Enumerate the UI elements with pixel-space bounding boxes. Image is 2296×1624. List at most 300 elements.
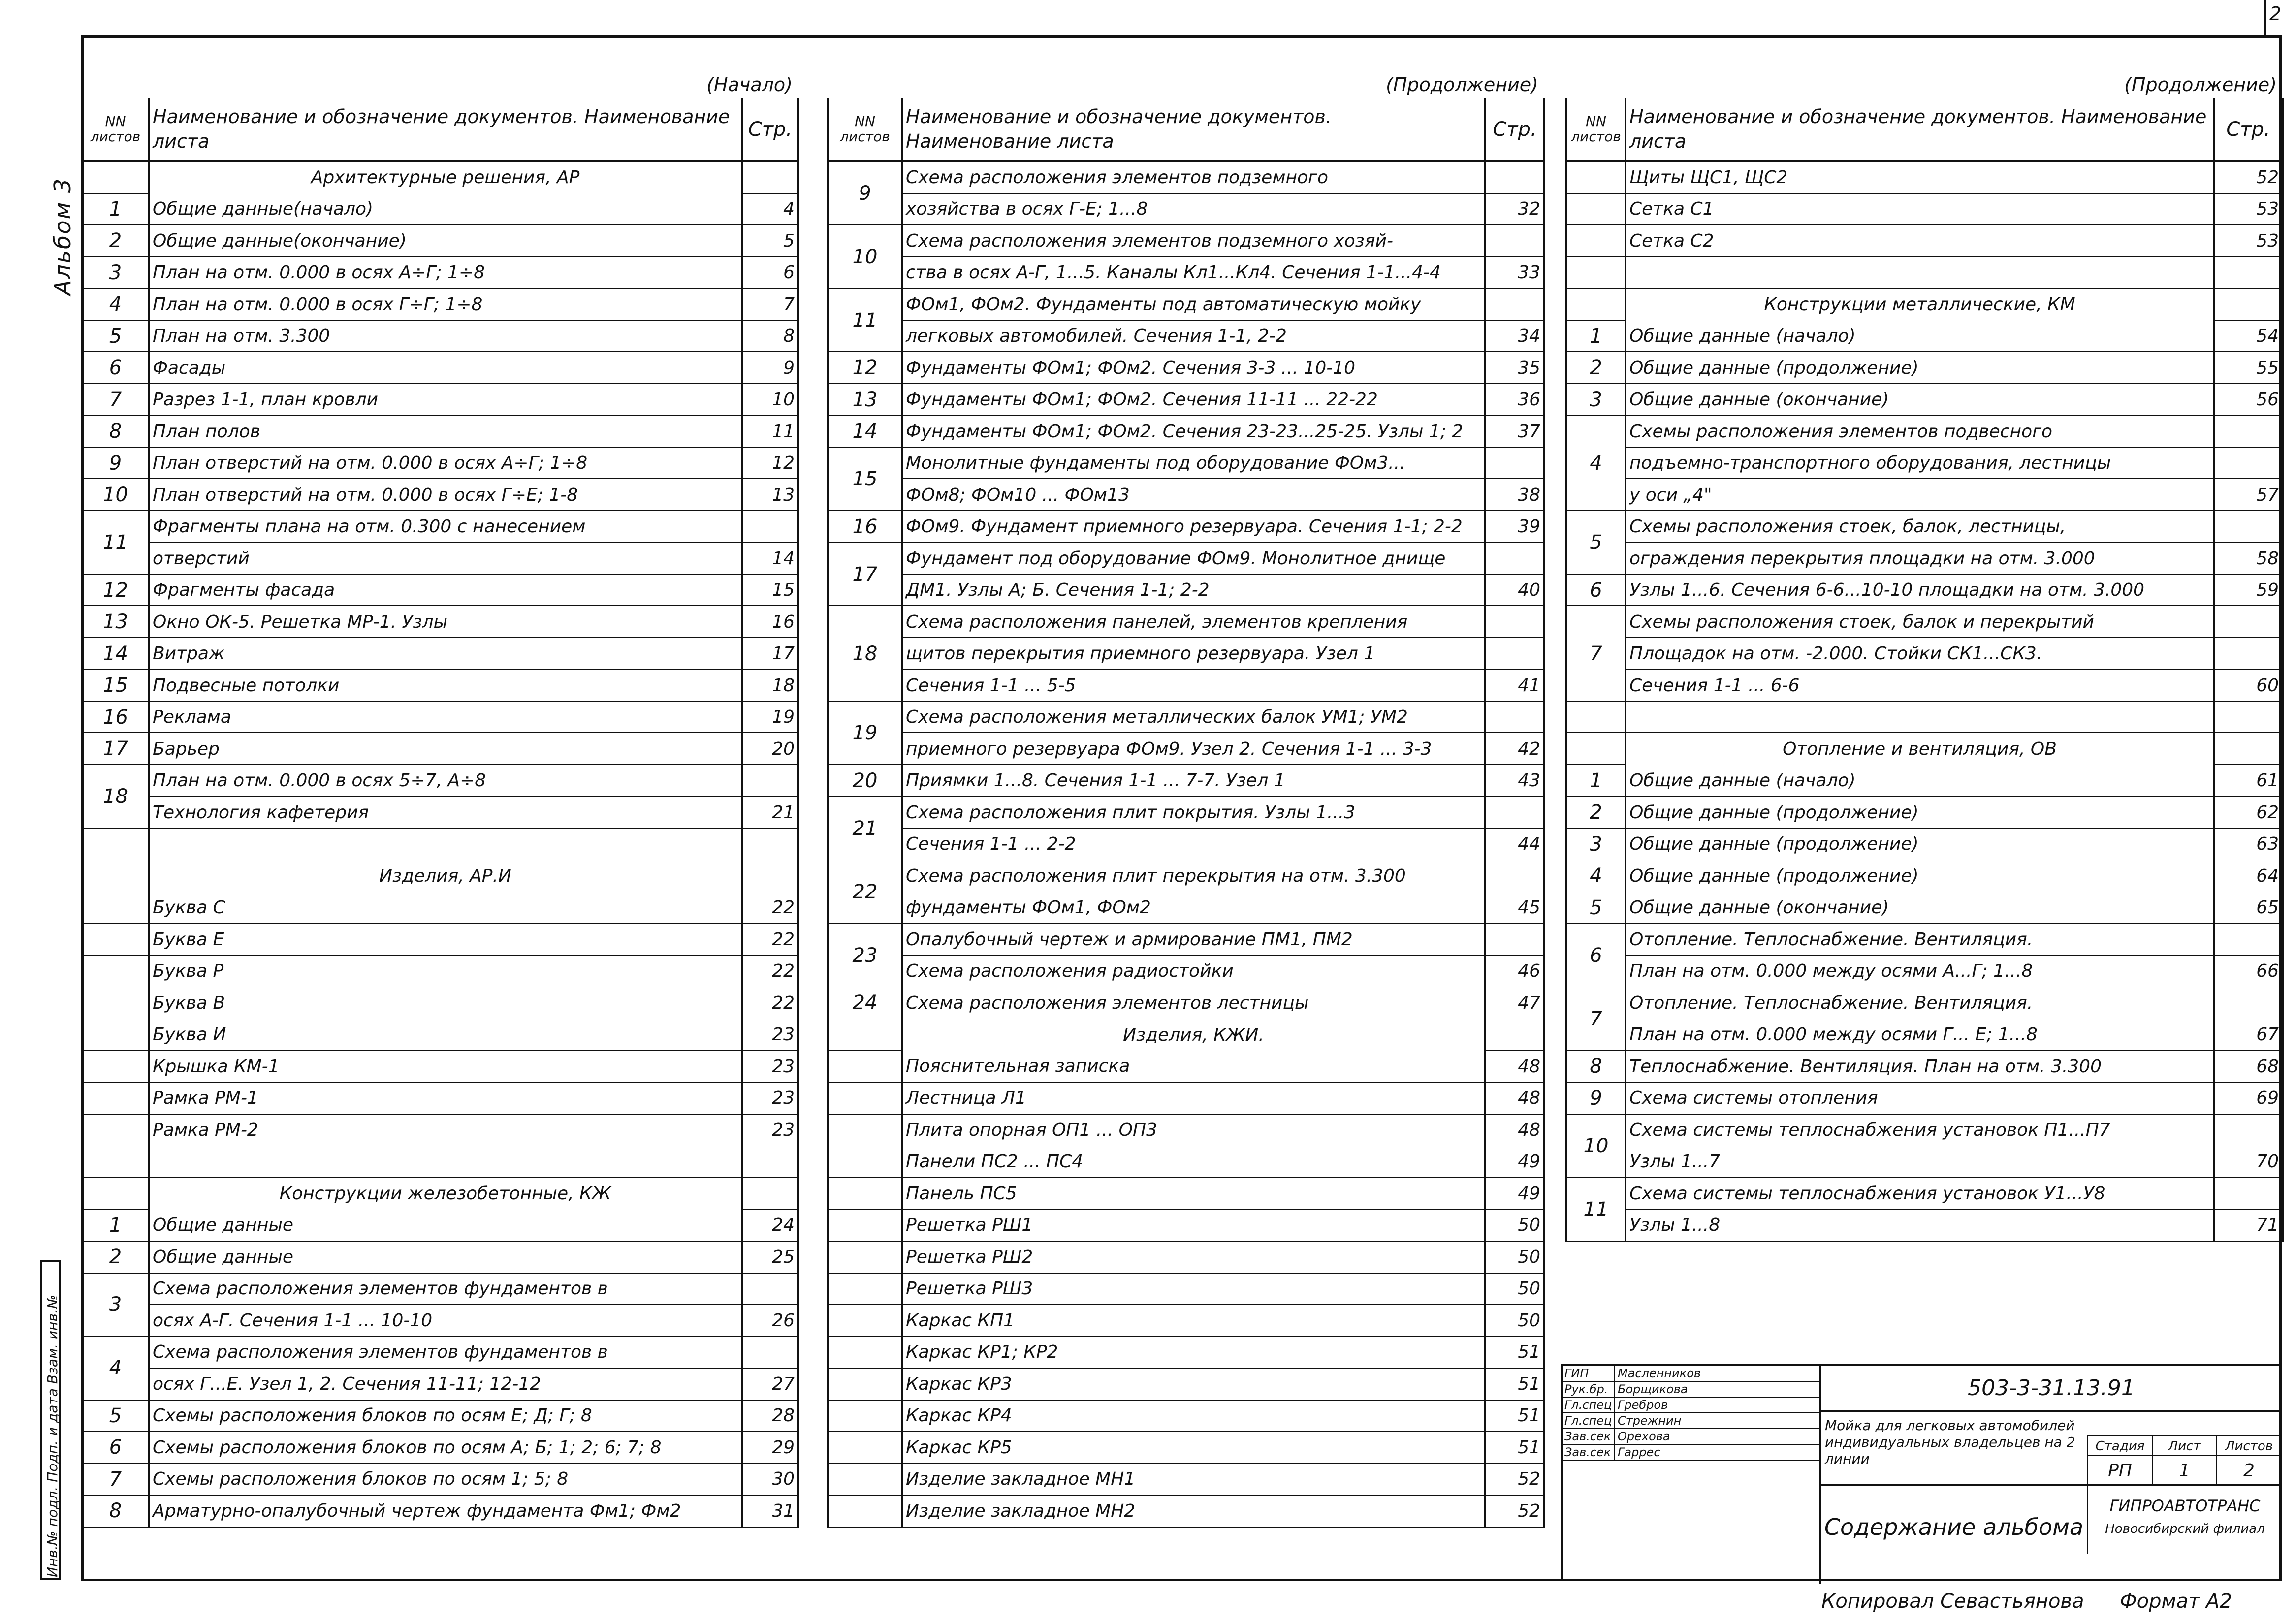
document-name: Фундамент под оборудование ФОм9. Монолитное днище <box>902 542 1485 574</box>
title-block <box>1561 1364 2282 1581</box>
document-name: План на отм. 3.300 <box>149 320 742 352</box>
page-number-cell: 27 <box>742 1368 798 1400</box>
panel-caption: (Продолжение) <box>1386 74 1538 96</box>
table-row <box>82 1083 798 1115</box>
section-row <box>82 1178 798 1210</box>
page-number-cell: 52 <box>1485 1495 1544 1527</box>
document-name: Каркас КР1; КР2 <box>902 1337 1485 1369</box>
table-row <box>82 1241 798 1273</box>
table-row <box>82 892 798 924</box>
sheet-number: 6 <box>1566 923 1626 987</box>
sheet-number <box>828 1273 902 1305</box>
page-number-cell: 6 <box>742 257 798 289</box>
page-number-cell: 65 <box>2214 892 2283 924</box>
page-number-cell <box>2214 987 2283 1019</box>
stage-values <box>2087 1455 2282 1486</box>
page-number-cell: 62 <box>2214 796 2283 828</box>
document-name: Изделие закладное МН2 <box>902 1495 1485 1527</box>
document-name: План на отм. 0.000 между осями Г... Е; 1...8 <box>1626 1019 2214 1051</box>
project-title: Мойка для легковых автомобилей индивидуальных владельцев на 2 линии <box>1825 1417 2075 1467</box>
document-name: Площадок на отм. -2.000. Стойки СК1...СК3. <box>1626 638 2214 670</box>
page-number-cell: 25 <box>742 1241 798 1273</box>
page-number-cell: 16 <box>742 606 798 638</box>
page-number-cell: 59 <box>2214 574 2283 606</box>
document-name: Общие данные (начало) <box>1626 320 2214 352</box>
sheet-number <box>1566 225 1626 257</box>
table-row <box>828 892 1544 924</box>
document-name: Общие данные(окончание) <box>149 225 742 257</box>
organization <box>2087 1486 2282 1554</box>
section-row <box>1566 288 2283 320</box>
sheet-number: 5 <box>1566 892 1626 924</box>
table-row <box>1566 1083 2283 1115</box>
table-row <box>828 1432 1544 1464</box>
page-number-cell: 30 <box>742 1464 798 1496</box>
document-name: Общие данные (продолжение) <box>1626 352 2214 384</box>
document-name: Схема расположения плит покрытия. Узлы 1...3 <box>902 796 1485 828</box>
document-name: Фрагменты плана на отм. 0.300 с нанесением <box>149 511 742 543</box>
sheet-number: 2 <box>82 225 149 257</box>
empty-cell <box>2214 257 2283 289</box>
document-name: План на отм. 0.000 в осях А÷Г; 1÷8 <box>149 257 742 289</box>
table-header <box>82 98 798 161</box>
page-number-cell <box>2214 511 2283 543</box>
section-number-cell <box>82 1178 149 1210</box>
table-row <box>82 1400 798 1432</box>
empty-cell <box>1626 257 2214 289</box>
empty-cell <box>742 828 798 860</box>
document-name: Схемы расположения стоек, балок, лестницы, <box>1626 511 2214 543</box>
document-name: Общие данные (продолжение) <box>1626 796 2214 828</box>
sheet-number: 21 <box>828 796 902 860</box>
page-number-cell <box>1485 796 1544 828</box>
table-row <box>828 1305 1544 1337</box>
table-row <box>82 1305 798 1337</box>
document-name: хозяйства в осях Г-Е; 1...8 <box>902 193 1485 225</box>
page-number-cell: 23 <box>742 1019 798 1051</box>
table-row <box>82 733 798 765</box>
table-row <box>828 701 1544 733</box>
sheet-number: 7 <box>1566 606 1626 701</box>
table-row <box>1566 796 2283 828</box>
document-name: у оси „4" <box>1626 479 2214 511</box>
table-row <box>828 1273 1544 1305</box>
document-name: Схема системы теплоснабжения установок П1...П7 <box>1626 1114 2214 1146</box>
document-name: Буква В <box>149 987 742 1019</box>
sheet-number: 1 <box>1566 320 1626 352</box>
panel-caption: (Продолжение) <box>2124 74 2277 96</box>
signature-name: Стрежнин <box>1618 1414 1682 1428</box>
page-number-cell: 58 <box>2214 542 2283 574</box>
section-title: Отопление и вентиляция, ОВ <box>1626 733 2214 765</box>
section-page-cell <box>2214 733 2283 765</box>
sheet-number: 20 <box>828 765 902 797</box>
page-number-cell: 29 <box>742 1432 798 1464</box>
page-number-cell: 71 <box>2214 1210 2283 1242</box>
header-page: Стр. <box>742 98 798 161</box>
table-row <box>82 574 798 606</box>
table-row <box>82 1210 798 1242</box>
signature-name: Гребров <box>1618 1398 1668 1412</box>
page-number-cell: 64 <box>2214 860 2283 892</box>
page-number-cell: 19 <box>742 701 798 733</box>
document-name: подъемно-транспортного оборудования, лестницы <box>1626 447 2214 479</box>
page-number-cell: 68 <box>2214 1051 2283 1083</box>
page-number-cell: 61 <box>2214 765 2283 797</box>
document-name: Схема расположения элементов подземного <box>902 161 1485 193</box>
sheet-number: 14 <box>828 415 902 447</box>
table-header <box>1566 98 2283 161</box>
header-page: Стр. <box>2214 98 2283 161</box>
sheet-number <box>828 1210 902 1242</box>
page-number-cell: 49 <box>1485 1146 1544 1178</box>
contents-table <box>81 98 799 1528</box>
table-row <box>828 1146 1544 1178</box>
document-name: Щиты ЩС1, ЩС2 <box>1626 161 2214 193</box>
table-row <box>828 574 1544 606</box>
table-row <box>828 606 1544 638</box>
sheet-number: 3 <box>82 1273 149 1337</box>
page-number-cell: 39 <box>1485 511 1544 543</box>
sheet-number: 4 <box>82 1337 149 1400</box>
sheets-label: Листов <box>2217 1436 2282 1456</box>
page-number-cell: 69 <box>2214 1083 2283 1115</box>
table-row <box>828 860 1544 892</box>
table-row <box>828 1400 1544 1432</box>
table-row <box>82 511 798 543</box>
sheet-number: 17 <box>828 542 902 606</box>
page-number-cell: 22 <box>742 987 798 1019</box>
page-number-cell <box>2214 447 2283 479</box>
document-name: Фрагменты фасада <box>149 574 742 606</box>
page-number-cell: 63 <box>2214 828 2283 860</box>
sheets-value: 2 <box>2217 1456 2282 1486</box>
table-row <box>828 1210 1544 1242</box>
document-name: Схема системы отопления <box>1626 1083 2214 1115</box>
section-title: Изделия, АР.И <box>149 860 742 892</box>
document-name: Фундаменты ФОм1; ФОм2. Сечения 23-23...25-25. Узлы 1; 2 <box>902 415 1485 447</box>
page-number-cell <box>742 1337 798 1369</box>
section-title: Архитектурные решения, АР <box>149 161 742 193</box>
document-name: Пояснительная записка <box>902 1051 1485 1083</box>
document-name: Подвесные потолки <box>149 669 742 701</box>
album-label: Альбом 3 <box>49 177 76 295</box>
page-number-cell: 45 <box>1485 892 1544 924</box>
table-row <box>1566 638 2283 670</box>
sheet-number: 1 <box>1566 765 1626 797</box>
document-name: ФОм9. Фундамент приемного резервуара. Сечения 1-1; 2-2 <box>902 511 1485 543</box>
empty-cell <box>742 1146 798 1178</box>
table-row <box>828 1464 1544 1496</box>
section-number-cell <box>828 1019 902 1051</box>
section-title: Конструкции металлические, КМ <box>1626 288 2214 320</box>
table-row <box>828 1083 1544 1115</box>
sheet-number: 1 <box>82 1210 149 1242</box>
section-number-cell <box>1566 733 1626 765</box>
sheet-number <box>828 1464 902 1496</box>
document-name: отверстий <box>149 542 742 574</box>
page-number-cell: 9 <box>742 352 798 384</box>
sheet-number: 10 <box>828 225 902 288</box>
signature-name: Орехова <box>1618 1430 1670 1443</box>
sheet-number <box>828 1114 902 1146</box>
table-row <box>1566 860 2283 892</box>
section-title: Изделия, КЖИ. <box>902 1019 1485 1051</box>
page-number-cell: 67 <box>2214 1019 2283 1051</box>
sheet-number: 23 <box>828 923 902 987</box>
document-name: Сетка С2 <box>1626 225 2214 257</box>
signature-role: ГИП <box>1563 1366 1615 1381</box>
page-number-cell: 21 <box>742 796 798 828</box>
table-row <box>828 796 1544 828</box>
document-name: Лестница Л1 <box>902 1083 1485 1115</box>
table-row <box>82 955 798 987</box>
table-row <box>828 955 1544 987</box>
sheet-number: 13 <box>82 606 149 638</box>
panel-caption: (Начало) <box>706 74 793 96</box>
table-row <box>828 765 1544 797</box>
document-name: Решетка РШ1 <box>902 1210 1485 1242</box>
contents-table <box>1565 98 2284 1242</box>
sheet-number: 18 <box>828 606 902 701</box>
page-number-cell: 43 <box>1485 765 1544 797</box>
table-row <box>1566 1114 2283 1146</box>
header-sheet-number: NN листов <box>828 98 902 161</box>
page-number-cell <box>1485 701 1544 733</box>
sheet-number <box>82 955 149 987</box>
table-header <box>828 98 1544 161</box>
table-row <box>1566 955 2283 987</box>
sheet-number: 19 <box>828 701 902 765</box>
document-name: Каркас КР3 <box>902 1368 1485 1400</box>
signature-name: Гаррес <box>1618 1445 1660 1459</box>
document-name: Фасады <box>149 352 742 384</box>
empty-cell <box>1626 701 2214 733</box>
section-row <box>828 1019 1544 1051</box>
page-number-cell: 28 <box>742 1400 798 1432</box>
table-row <box>1566 1019 2283 1051</box>
table-row <box>828 1241 1544 1273</box>
section-page-cell <box>742 860 798 892</box>
page-number-cell: 8 <box>742 320 798 352</box>
signature-role: Гл.спец <box>1563 1398 1615 1412</box>
document-name: Схемы расположения блоков по осям А; Б; 1; 2; 6; 7; 8 <box>149 1432 742 1464</box>
document-name: Узлы 1...7 <box>1626 1146 2214 1178</box>
table-row <box>828 638 1544 670</box>
document-name: Сечения 1-1 ... 2-2 <box>902 828 1485 860</box>
document-name: Технология кафетерия <box>149 796 742 828</box>
page-number-cell: 51 <box>1485 1337 1544 1369</box>
sheet-number: 10 <box>1566 1114 1626 1178</box>
document-name: Схема расположения плит перекрытия на отм. 3.300 <box>902 860 1485 892</box>
page-number-cell: 47 <box>1485 987 1544 1019</box>
table-row <box>1566 1146 2283 1178</box>
page-number-cell: 22 <box>742 955 798 987</box>
page-number-cell: 48 <box>1485 1051 1544 1083</box>
document-name: Сетка С1 <box>1626 193 2214 225</box>
document-name: Буква С <box>149 892 742 924</box>
document-name: Узлы 1...8 <box>1626 1210 2214 1242</box>
page-number-cell: 23 <box>742 1083 798 1115</box>
section-row <box>82 860 798 892</box>
page-number-cell <box>2214 1114 2283 1146</box>
document-name: Общие данные (окончание) <box>1626 892 2214 924</box>
sheet-number: 3 <box>1566 384 1626 416</box>
section-row <box>82 161 798 193</box>
table-row <box>828 415 1544 447</box>
left-margin-stamp <box>40 1260 61 1580</box>
table-row <box>1566 511 2283 543</box>
sheet-number: 9 <box>828 161 902 225</box>
table-row <box>82 288 798 320</box>
page-number-cell: 51 <box>1485 1432 1544 1464</box>
document-name: Каркас КР5 <box>902 1432 1485 1464</box>
table-row <box>82 1432 798 1464</box>
document-name: Общие данные (продолжение) <box>1626 860 2214 892</box>
page-number-cell: 54 <box>2214 320 2283 352</box>
document-name: ФОм8; ФОм10 ... ФОм13 <box>902 479 1485 511</box>
document-name: Общие данные (окончание) <box>1626 384 2214 416</box>
document-code: 503-3-31.13.91 <box>1821 1366 2282 1412</box>
signature-row <box>1563 1413 1819 1429</box>
table-row <box>1566 765 2283 797</box>
table-row <box>828 352 1544 384</box>
section-row <box>1566 733 2283 765</box>
section-number-cell <box>82 161 149 193</box>
table-row <box>1566 384 2283 416</box>
section-page-cell <box>1485 1019 1544 1051</box>
section-page-cell <box>742 161 798 193</box>
page-number: 2 <box>2269 3 2282 25</box>
document-name: легковых автомобилей. Сечения 1-1, 2-2 <box>902 320 1485 352</box>
document-name: Арматурно-опалубочный чертеж фундамента Фм1; Фм2 <box>149 1495 742 1527</box>
document-name: Приямки 1...8. Сечения 1-1 ... 7-7. Узел 1 <box>902 765 1485 797</box>
sheet-content-title: Содержание альбома <box>1824 1514 2084 1540</box>
header-document-name: Наименование и обозначение документов. Наименование листа <box>902 98 1485 161</box>
sheet-number <box>828 1337 902 1369</box>
table-row <box>82 384 798 416</box>
table-row <box>82 1114 798 1146</box>
page-number-cell <box>742 1273 798 1305</box>
empty-cell <box>149 828 742 860</box>
sheet-number <box>82 892 149 924</box>
page-number-cell: 13 <box>742 479 798 511</box>
sheet-number: 10 <box>82 479 149 511</box>
table-row <box>828 384 1544 416</box>
sheet-number: 15 <box>82 669 149 701</box>
sheet-number <box>82 1114 149 1146</box>
table-row <box>1566 320 2283 352</box>
page-number-cell: 44 <box>1485 828 1544 860</box>
sheet-number <box>828 1241 902 1273</box>
document-name: Решетка РШ2 <box>902 1241 1485 1273</box>
table-row <box>82 1464 798 1496</box>
blank-row <box>1566 701 2283 733</box>
table-row <box>828 733 1544 765</box>
table-row <box>82 352 798 384</box>
signature-name: Масленников <box>1618 1367 1701 1380</box>
page-number-cell: 50 <box>1485 1305 1544 1337</box>
page-number-cell: 23 <box>742 1114 798 1146</box>
sheet-number: 8 <box>1566 1051 1626 1083</box>
document-name: Опалубочный чертеж и армирование ПМ1, ПМ2 <box>902 923 1485 955</box>
table-row <box>82 320 798 352</box>
table-row <box>1566 447 2283 479</box>
sheet-value: 1 <box>2153 1456 2217 1486</box>
document-name: План полов <box>149 415 742 447</box>
page-number-cell: 57 <box>2214 479 2283 511</box>
table-row <box>82 193 798 225</box>
header-document-name: Наименование и обозначение документов. Наименование листа <box>1626 98 2214 161</box>
page-number-cell: 20 <box>742 733 798 765</box>
header-document-name: Наименование и обозначение документов. Наименование листа <box>149 98 742 161</box>
sheet-number: 9 <box>1566 1083 1626 1115</box>
table-row <box>828 923 1544 955</box>
page-number-cell: 36 <box>1485 384 1544 416</box>
document-name: Схема расположения металлических балок УМ1; УМ2 <box>902 701 1485 733</box>
sheet-label: Лист <box>2153 1436 2217 1456</box>
sheet-number: 11 <box>828 288 902 352</box>
document-name: Разрез 1-1, план кровли <box>149 384 742 416</box>
table-row <box>828 1114 1544 1146</box>
document-name: Теплоснабжение. Вентиляция. План на отм. 3.300 <box>1626 1051 2214 1083</box>
table-row <box>828 511 1544 543</box>
sheet-number: 6 <box>82 1432 149 1464</box>
document-name: План на отм. 0.000 в осях Г÷Г; 1÷8 <box>149 288 742 320</box>
page-number-cell <box>1485 225 1544 257</box>
sheet-number <box>828 1178 902 1210</box>
table-row <box>1566 828 2283 860</box>
blank-row <box>82 1146 798 1178</box>
page-number-cell: 22 <box>742 892 798 924</box>
sheet-number: 5 <box>82 320 149 352</box>
sheet-number <box>828 1305 902 1337</box>
table-row <box>82 987 798 1019</box>
document-name: ограждения перекрытия площадки на отм. 3.000 <box>1626 542 2214 574</box>
sheet-number <box>1566 193 1626 225</box>
document-name: Схема системы теплоснабжения установок У1...У8 <box>1626 1178 2214 1210</box>
sheet-number <box>82 987 149 1019</box>
header-sheet-number: NN листов <box>1566 98 1626 161</box>
table-row <box>1566 1051 2283 1083</box>
document-name: ДМ1. Узлы А; Б. Сечения 1-1; 2-2 <box>902 574 1485 606</box>
sheet-number <box>828 1400 902 1432</box>
signatures-list <box>1563 1366 1819 1461</box>
signature-row <box>1563 1382 1819 1398</box>
sheet-number: 14 <box>82 638 149 670</box>
sheet-number: 2 <box>82 1241 149 1273</box>
table-row <box>828 161 1544 193</box>
document-name: Плита опорная ОП1 ... ОП3 <box>902 1114 1485 1146</box>
page-number-cell: 4 <box>742 193 798 225</box>
stage-header <box>2087 1435 2282 1456</box>
table-row <box>1566 225 2283 257</box>
left-stamp-text: Инв.№ подл. Подп. и дата Взам. инв.№ <box>44 1294 61 1577</box>
document-name: Схема расположения панелей, элементов крепления <box>902 606 1485 638</box>
table-row <box>828 669 1544 701</box>
table-row <box>82 1337 798 1369</box>
page-number-cell: 46 <box>1485 955 1544 987</box>
sheet-number <box>828 1495 902 1527</box>
sheet-number: 16 <box>82 701 149 733</box>
table-row <box>82 542 798 574</box>
document-name: Схема расположения элементов фундаментов в <box>149 1337 742 1369</box>
table-row <box>82 1273 798 1305</box>
table-row <box>1566 1210 2283 1242</box>
page-number-cell: 18 <box>742 669 798 701</box>
empty-cell <box>82 1146 149 1178</box>
sheet-number: 7 <box>82 384 149 416</box>
